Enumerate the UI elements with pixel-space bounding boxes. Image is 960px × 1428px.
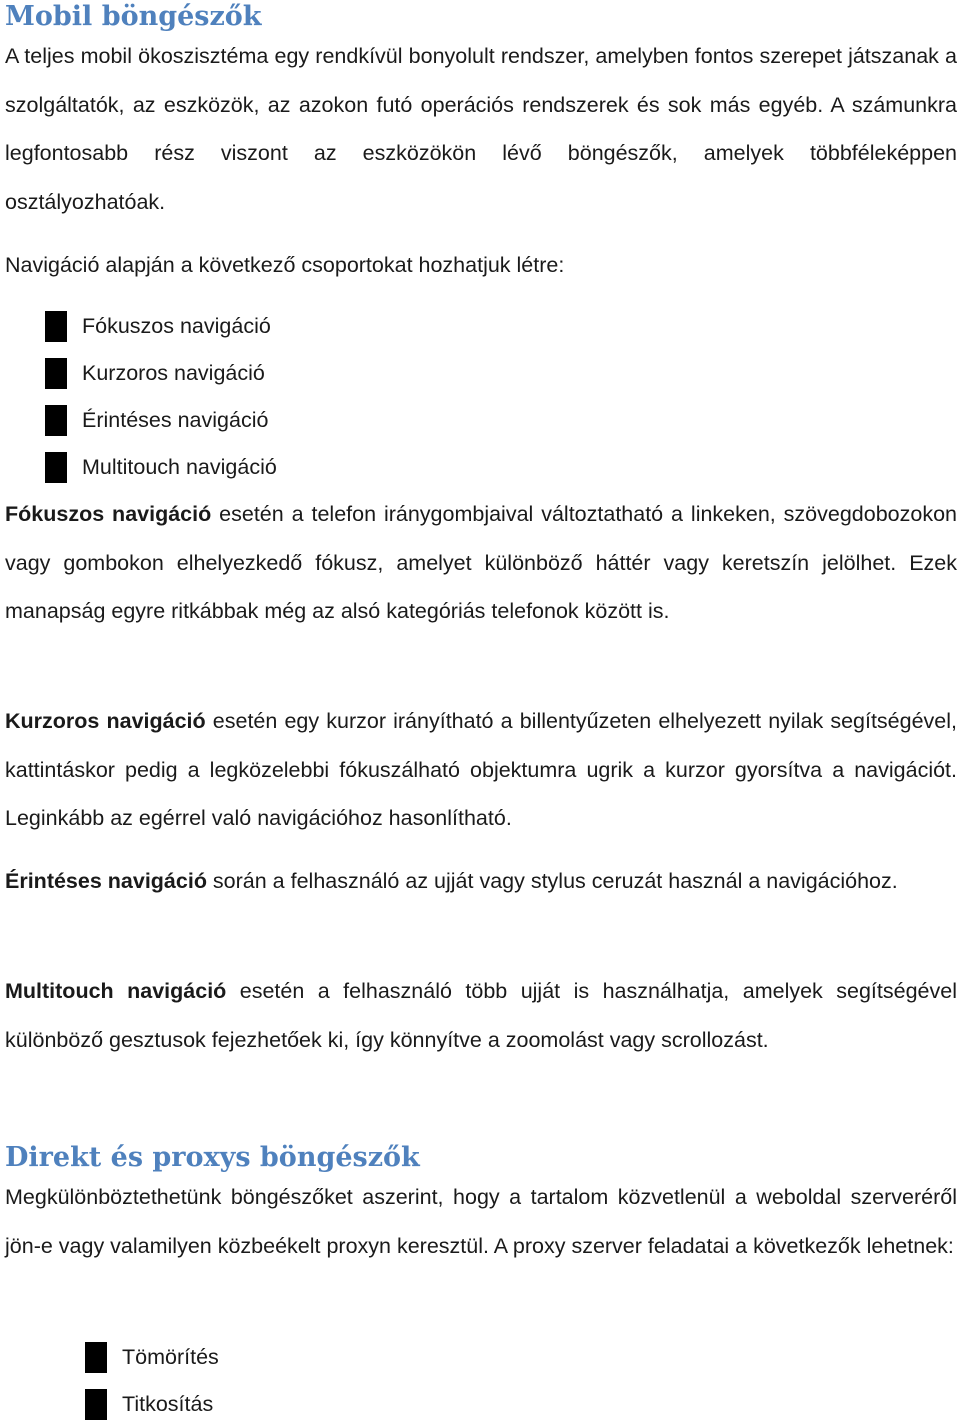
list-item: [45, 303, 277, 350]
list-item-label: Multitouch navigáció: [82, 455, 277, 479]
list-item: [45, 444, 277, 491]
navigation-types-list: [45, 303, 277, 491]
square-bullet-icon: [45, 311, 67, 342]
focus-navigation-text: esetén a telefon iránygombjaival változtatható a linkeken, szövegdobozokon vagy gombokon elhelyezkedő fókusz, amelyet különböző háttér vagy keretszín jelölhet. Ezek manapság egyre ritkábbak még az alsó kategóriás telefonok között is.: [5, 502, 957, 623]
list-item-label: Érintéses navigáció: [82, 408, 269, 432]
proxy-intro-paragraph: Megkülönböztethetünk böngészőket aszerint, hogy a tartalom közvetlenül a weboldal szerveréről jön-e vagy valamilyen közbeékelt proxyn keresztül. A proxy szerver feladatai a következők lehetnek:: [5, 1185, 957, 1258]
multitouch-navigation-text: esetén a felhasználó több ujját is használhatja, amelyek segítségével különböző gesztusok fejezhetőek ki, így könnyítve a zoomolást vagy scrollozást.: [5, 979, 957, 1052]
cursor-navigation-term: Kurzoros navigáció: [5, 709, 206, 733]
square-bullet-icon: [85, 1389, 107, 1420]
square-bullet-icon: [45, 452, 67, 483]
section-title-direct-proxy-browsers: Direkt és proxys böngészők: [5, 1142, 420, 1173]
list-item-label: Titkosítás: [122, 1392, 214, 1416]
square-bullet-icon: [85, 1342, 107, 1373]
intro-paragraph: A teljes mobil ökoszisztéma egy rendkívül bonyolult rendszer, amelyben fontos szerepet játszanak a szolgáltatók, az eszközök, az azokon futó operációs rendszerek és sok más egyéb. A számunkra legfontosabb rész viszont az eszközökön lévő böngészők, amelyek többféleképpen osztályozhatóak.: [5, 44, 957, 214]
touch-navigation-term: Érintéses navigáció: [5, 869, 207, 893]
touch-navigation-text: során a felhasználó az ujját vagy stylus ceruzát használ a navigációhoz.: [206, 869, 898, 893]
cursor-navigation-paragraph: [5, 697, 957, 843]
list-item: [45, 397, 277, 444]
multitouch-navigation-term: Multitouch navigáció: [5, 979, 227, 1003]
touch-navigation-paragraph: [5, 857, 957, 906]
square-bullet-icon: [45, 405, 67, 436]
proxy-tasks-list: [85, 1334, 219, 1428]
cursor-navigation-text: esetén egy kurzor irányítható a billentyűzeten elhelyezett nyilak segítségével, kattintáskor pedig a legközelebbi fókuszálható objektumra ugrik a kurzor gyorsítva a navigációt. Leginkább az egérrel való navigációhoz hasonlítható.: [5, 709, 958, 830]
square-bullet-icon: [45, 358, 67, 389]
list-item: [85, 1334, 219, 1381]
multitouch-navigation-paragraph: [5, 967, 957, 1064]
focus-navigation-paragraph: [5, 490, 957, 636]
focus-navigation-term: Fókuszos navigáció: [5, 502, 212, 526]
section-title-mobile-browsers: Mobil böngészők: [5, 1, 262, 32]
list-item-label: Fókuszos navigáció: [82, 314, 271, 338]
navigation-lead-paragraph: Navigáció alapján a következő csoportokat hozhatjuk létre:: [5, 253, 565, 277]
list-item-label: Tömörítés: [122, 1345, 219, 1369]
list-item-label: Kurzoros navigáció: [82, 361, 265, 385]
list-item: [45, 350, 277, 397]
list-item: [85, 1381, 219, 1428]
